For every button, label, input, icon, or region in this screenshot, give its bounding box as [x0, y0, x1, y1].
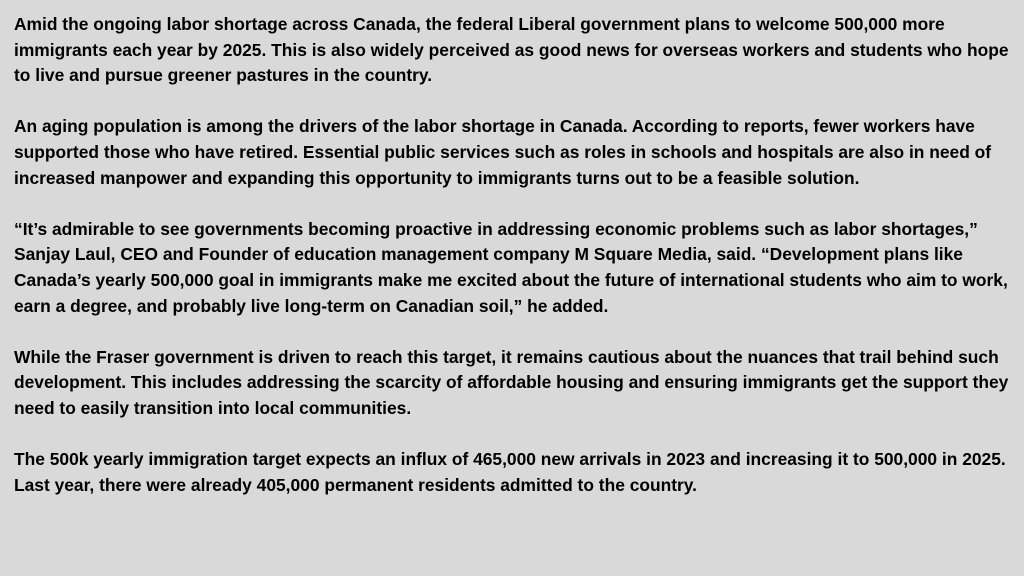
paragraph-aging-population: An aging population is among the drivers of the labor shortage in Canada. According to reports, fewer workers have supported those who have retired. Essential public services such as roles in schools and hospitals are also in need of increased manpower and expanding this opportunity to immigrants turns out to be a feasible solution. [14, 116, 992, 188]
paragraph-ceo-quote: “It’s admirable to see governments becoming proactive in addressing economic problems such as labor shortages,” Sanjay Laul, CEO and Founder of education management company M Square Media, said. “Development plans like Canada’s yearly 500,000 goal in immigrants make me excited about the future of international students who aim to work, earn a degree, and probably live long-term on Canadian soil,” he added. [14, 218, 1008, 316]
paragraph-yearly-target: The 500k yearly immigration target expects an influx of 465,000 new arrivals in 2023 and increasing it to 500,000 in 2025. Last year, there were already 405,000 permanent residents admitted to the country. [14, 449, 1006, 495]
paragraph-immigration-plan: Amid the ongoing labor shortage across Canada, the federal Liberal government plans to welcome 500,000 more immigrants each year by 2025. This is also widely perceived as good news for overseas workers and students who hope to live and pursue greener pastures in the country. [14, 14, 1009, 86]
paragraph-government-caution: While the Fraser government is driven to reach this target, it remains cautious about the nuances that trail behind such development. This includes addressing the scarcity of affordable housing and ensuring immigrants get the support they need to easily transition into local communities. [14, 346, 1009, 418]
